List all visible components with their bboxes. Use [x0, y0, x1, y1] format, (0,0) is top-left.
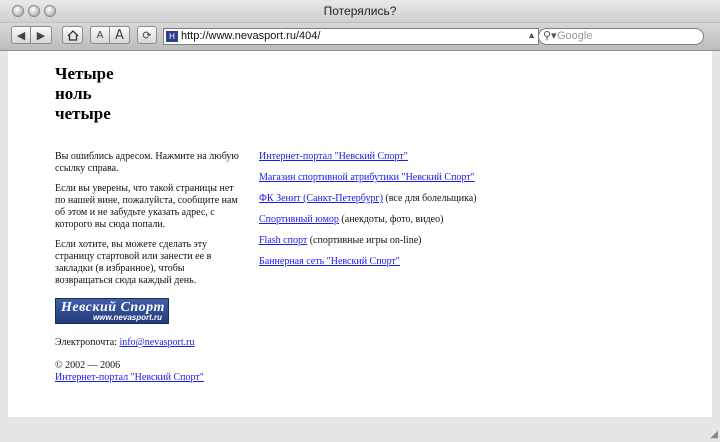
logo-title: Невский Спорт [61, 300, 165, 315]
list-item [259, 235, 699, 256]
link-portal[interactable]: Интернет-портал "Невский Спорт" [259, 151, 408, 162]
heading-line: ноль [55, 84, 92, 103]
list-item [259, 172, 699, 193]
back-button[interactable] [11, 26, 31, 44]
list-item [259, 193, 699, 214]
address-url[interactable]: http://www.nevasport.ru/404/ [181, 30, 321, 42]
copyright: © 2002 — 2006 [55, 360, 121, 371]
text-smaller-button[interactable]: A [90, 26, 110, 44]
heading-line: четыре [55, 104, 111, 123]
links-list [259, 151, 699, 277]
email-label: Электропочта: [55, 337, 117, 348]
link-humor[interactable]: Спортивный юмор [259, 214, 339, 225]
page-heading [55, 64, 114, 124]
error-message [55, 151, 255, 295]
link-note: (анекдоты, фото, видео) [338, 214, 444, 225]
browser-toolbar [0, 23, 720, 51]
page-content [8, 51, 712, 417]
message-paragraph: Вы ошиблись адресом. Нажмите на любую ссылку справа. [55, 151, 239, 174]
link-note: (все для болельщика) [382, 193, 477, 204]
back-arrow-icon: ◀ [16, 28, 26, 42]
home-button[interactable] [62, 26, 83, 44]
resize-grip-icon[interactable]: ◢ [710, 429, 718, 440]
site-favicon-icon: Н [166, 31, 178, 42]
heading-line: Четыре [55, 64, 114, 83]
search-placeholder: Google [557, 30, 593, 42]
reload-button[interactable] [137, 26, 157, 44]
address-dropdown-icon[interactable]: ▲ [527, 30, 536, 40]
forward-button[interactable] [31, 26, 52, 44]
link-zenit[interactable]: ФК Зенит (Санкт-Петербург) [259, 193, 383, 204]
footer [55, 360, 204, 384]
window-title: Потерялись? [323, 4, 397, 18]
list-item [259, 151, 699, 172]
list-item [259, 256, 699, 277]
link-shop[interactable]: Магазин спортивной атрибутики "Невский Спорт" [259, 172, 475, 183]
reload-icon: ⟳ [142, 28, 152, 42]
message-paragraph: Если вы уверены, что такой страницы нет по нашей вине, пожалуйста, сообщите нам об этом и не забудьте указать адрес, с которого вы сюда попали. [55, 183, 238, 230]
home-icon [67, 30, 79, 41]
email-link[interactable]: info@nevasport.ru [119, 337, 195, 348]
logo-url: www.nevasport.ru [92, 313, 162, 322]
footer-portal-link[interactable]: Интернет-портал "Невский Спорт" [55, 372, 204, 383]
search-icon[interactable]: ⚲▾ [543, 30, 557, 42]
list-item [259, 214, 699, 235]
link-banner[interactable]: Баннерная сеть "Невский Спорт" [259, 256, 400, 267]
title-bar [0, 0, 720, 23]
search-field[interactable] [538, 28, 704, 45]
nevasport-logo[interactable] [55, 298, 169, 324]
contact-email [55, 337, 194, 348]
text-larger-button[interactable]: A [110, 26, 130, 44]
address-bar[interactable] [163, 28, 539, 45]
message-paragraph: Если хотите, вы можете сделать эту страницу стартовой или занести ее в закладки (в избранное), чтобы возвращаться сюда каждый день. [55, 239, 212, 286]
forward-arrow-icon: ▶ [36, 28, 46, 42]
link-flash[interactable]: Flash спорт [259, 235, 308, 246]
link-note: (спортивные игры on-line) [307, 235, 422, 246]
